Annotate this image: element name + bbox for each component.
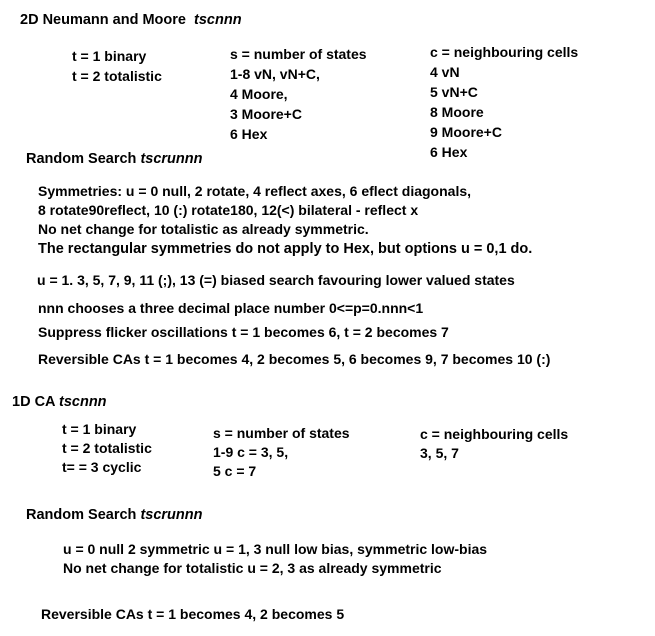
random-search-2d-title: Random Search: [26, 151, 137, 167]
c-option: c = neighbouring cells: [420, 426, 569, 442]
c-options-1d: [420, 426, 568, 464]
t-option: t = 1 binary: [62, 421, 137, 437]
t-options-2d: [72, 48, 162, 88]
random-search-1d-heading: [26, 507, 202, 524]
symmetry-line: 8 rotate90reflect, 10 (:) rotate180, 12(<) bilateral - reflect x: [38, 202, 419, 218]
c-option: 8 Moore: [430, 104, 484, 120]
reversible-2d-line: Reversible CAs t = 1 becomes 4, 2 becomes 5, 6 becomes 9, 7 becomes 10 (:): [38, 351, 551, 367]
random-search-1d-title: Random Search: [26, 507, 137, 523]
s-option: 1-9 c = 3, 5,: [213, 444, 289, 460]
s-options-1d: [213, 425, 350, 482]
t-option: t = 1 binary: [72, 48, 147, 64]
hex-note: The rectangular symmetries do not apply to Hex, but options u = 0,1 do.: [38, 241, 533, 257]
c-option: 4 vN: [430, 64, 460, 80]
bias-line: u = 1. 3, 5, 7, 9, 11 (;), 13 (=) biased search favouring lower valued states: [37, 272, 515, 288]
t-option: t = 2 totalistic: [62, 440, 152, 456]
t-option: t= = 3 cyclic: [62, 459, 142, 475]
s-option: 6 Hex: [230, 126, 268, 142]
section-1d-title: 1D CA: [12, 394, 55, 410]
random-search-2d-code: tscrunnn: [140, 151, 203, 167]
flicker-line: Suppress flicker oscillations t = 1 becomes 6, t = 2 becomes 7: [38, 324, 449, 340]
symmetries-block: [38, 183, 471, 240]
c-option: 5 vN+C: [430, 84, 478, 100]
c-options-2d: [430, 44, 578, 164]
section-2d-title: 2D Neumann and Moore: [20, 12, 186, 28]
s-option: 5 c = 7: [213, 463, 257, 479]
random-search-1d-line: No net change for totalistic u = 2, 3 as already symmetric: [63, 560, 442, 576]
s-option: s = number of states: [230, 46, 367, 62]
nnn-line: nnn chooses a three decimal place number 0<=p=0.nnn<1: [38, 300, 424, 316]
random-search-1d-code: tscrunnn: [140, 507, 203, 523]
s-option: 1-8 vN, vN+C,: [230, 66, 320, 82]
random-search-2d-heading: [26, 151, 202, 168]
c-option: 9 Moore+C: [430, 124, 502, 140]
random-search-1d-lines: [63, 541, 487, 579]
symmetry-line: No net change for totalistic as already symmetric.: [38, 221, 369, 237]
random-search-1d-line: u = 0 null 2 symmetric u = 1, 3 null low bias, symmetric low-bias: [63, 541, 488, 557]
s-option: s = number of states: [213, 425, 350, 441]
t-options-1d: [62, 421, 152, 478]
reversible-1d-line: Reversible CAs t = 1 becomes 4, 2 becomes 5: [41, 606, 345, 622]
c-option: 3, 5, 7: [420, 445, 459, 461]
s-option: 3 Moore+C: [230, 106, 302, 122]
section-2d-code: tscnnn: [194, 12, 242, 28]
section-2d-heading: [20, 12, 242, 29]
c-option: 6 Hex: [430, 144, 468, 160]
c-option: c = neighbouring cells: [430, 44, 579, 60]
section-1d-heading: [12, 394, 107, 411]
s-option: 4 Moore,: [230, 86, 288, 102]
section-1d-code: tscnnn: [59, 394, 107, 410]
t-option: t = 2 totalistic: [72, 68, 162, 84]
symmetry-line: Symmetries: u = 0 null, 2 rotate, 4 reflect axes, 6 eflect diagonals,: [38, 183, 472, 199]
s-options-2d: [230, 46, 367, 146]
